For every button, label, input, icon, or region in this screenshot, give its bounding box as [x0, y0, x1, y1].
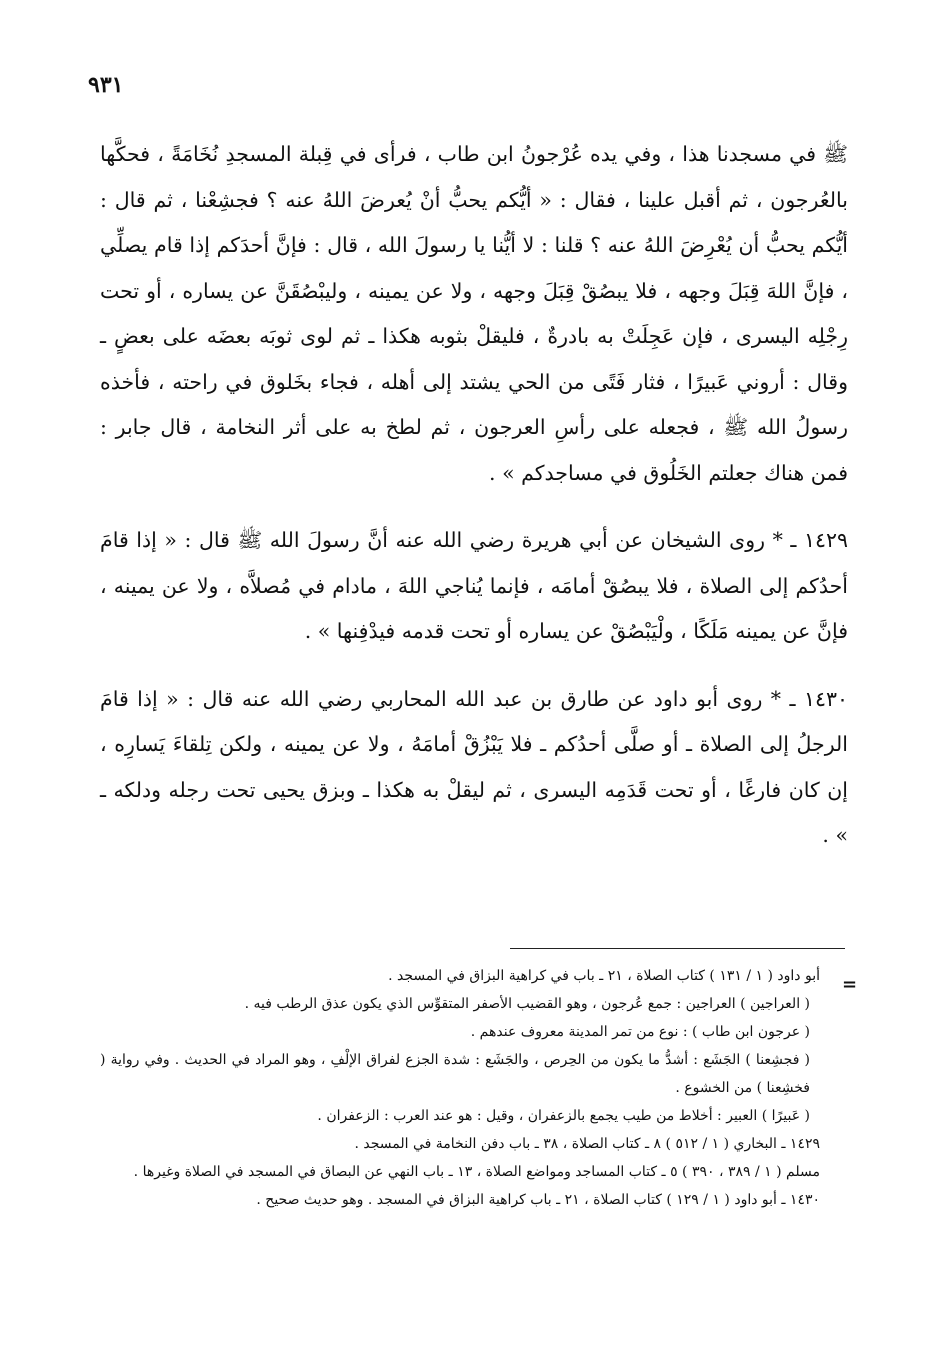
footnote-line: ( العراجين ) العراجين : جمع عُرجون ، وهو القضيب الأصفر المتقوِّس الذي يكون عذق الرطب فيه .	[244, 996, 810, 1012]
paragraph-continuation: ﷺ في مسجدنا هذا ، وفي يده عُرْجونُ ابن طاب ، فرأى في قِبلة المسجدِ نُخَامَةً ، فحكَّها بالعُرجون ، ثم أقبل علينا ، فقال : « أيُّكم يحبُّ أنْ يُعرضَ اللهُ عنه ؟ فجشِعْنا ، ثم قال : أيُّكم يحبُّ أن يُعْرِضَ اللهُ عنه ؟ قلنا : لا أيُّنا يا رسولَ الله ، قال : فإنَّ أحدَكم إذا قام يصلِّي ، فإنَّ اللهَ قِبَلَ وجهه ، فلا يبصُقْ قِبَلَ وجهه ، ولا عن يمينه ، وليبْصُقَنَّ عن يساره ، أو تحت رِجْلِه اليسرى ، فإن عَجِلَتْ به بادرةٌ ، فليقلْ بثوبه هكذا ـ ثم لوى ثوبَه بعضَه على بعضٍ ـ وقال : أروني عَبيرًا ، فثار فَتًى من الحي يشتد إلى أهله ، فجاء بخَلوق في راحته ، فأخذه رسولُ الله ﷺ ، فجعله على رأسِ العرجون ، ثم لطخ به على أثر النخامة ، قال جابر : فمن هناك جعلتم الخَلُوق في مساجدكم » .	[100, 142, 848, 485]
footnote-line: ١٤٣٠ ـ أبو داود ( ١ / ١٢٩ ) كتاب الصلاة ، ٢١ ـ باب كراهية البزاق في المسجد . وهو حديث صحيح .	[256, 1192, 820, 1208]
paragraph-hadith-1430: ١٤٣٠ ـ * روى أبو داود عن طارق بن عبد الله المحاربي رضي الله عنه قال : « إذا قامَ الرجلُ إلى الصلاة ـ أو صلَّى أحدُكم ـ فلا يَبْزُقْ أمامَهُ ، ولا عن يمينه ، ولكن تِلقاءَ يَسارِه ، إن كان فارغًا ، أو تحت قَدَمِه اليسرى ، ثم ليقلْ به هكذا ـ وبزق يحيى تحت رجله ودلكه ـ » .	[100, 686, 848, 847]
footnote-line: ( عرجون ابن طاب ) : نوع من تمر المدينة معروف عندهم .	[470, 1024, 810, 1040]
footnotes	[100, 962, 820, 1214]
footnote-line: ١٤٢٩ ـ البخاري ( ١ / ٥١٢ ) ٨ ـ كتاب الصلاة ، ٣٨ ـ باب دفن النخامة في المسجد .	[354, 1136, 820, 1152]
main-text	[100, 132, 848, 881]
footnote-continuation-mark: =	[842, 974, 858, 995]
page-number: ٩٣١	[88, 72, 124, 98]
footnote-line: أبو داود ( ١ / ١٣١ ) كتاب الصلاة ، ٢١ ـ باب في كراهية البزاق في المسجد .	[388, 968, 820, 984]
footnote-line: ( عَبيرًا ) العبير : أخلاط من طيب يجمع بالزعفران ، وقيل : هو عند العرب : الزعفران .	[317, 1108, 810, 1124]
footnote-line: ( فجشِعنا ) الجَشَع : أشدُّ ما يكون من الحِرص ، والجَشَع : شدة الجزع لفراق الإلْفِ ، وهو المراد في الحديث . وفي رواية ( فخشِعنا ) من الخشوع .	[100, 1052, 810, 1096]
paragraph-hadith-1429: ١٤٢٩ ـ * روى الشيخان عن أبي هريرة رضي الله عنه أنَّ رسولَ الله ﷺ قال : « إذا قامَ أحدُكم إلى الصلاة ، فلا يبصُقْ أمامَه ، فإنما يُناجي اللهَ ، مادام في مُصلاَّه ، ولا عن يمينه ، فإنَّ عن يمينه مَلَكًا ، ولْيَبْصُقْ عن يساره أو تحت قدمه فيدْفِنها » .	[100, 528, 848, 643]
footnote-separator	[510, 948, 845, 949]
footnote-line: مسلم ( ١ / ٣٨٩ ، ٣٩٠ ) ٥ ـ كتاب المساجد ومواضع الصلاة ، ١٣ ـ باب النهي عن البصاق في المسجد في الصلاة وغيرها .	[133, 1164, 820, 1180]
